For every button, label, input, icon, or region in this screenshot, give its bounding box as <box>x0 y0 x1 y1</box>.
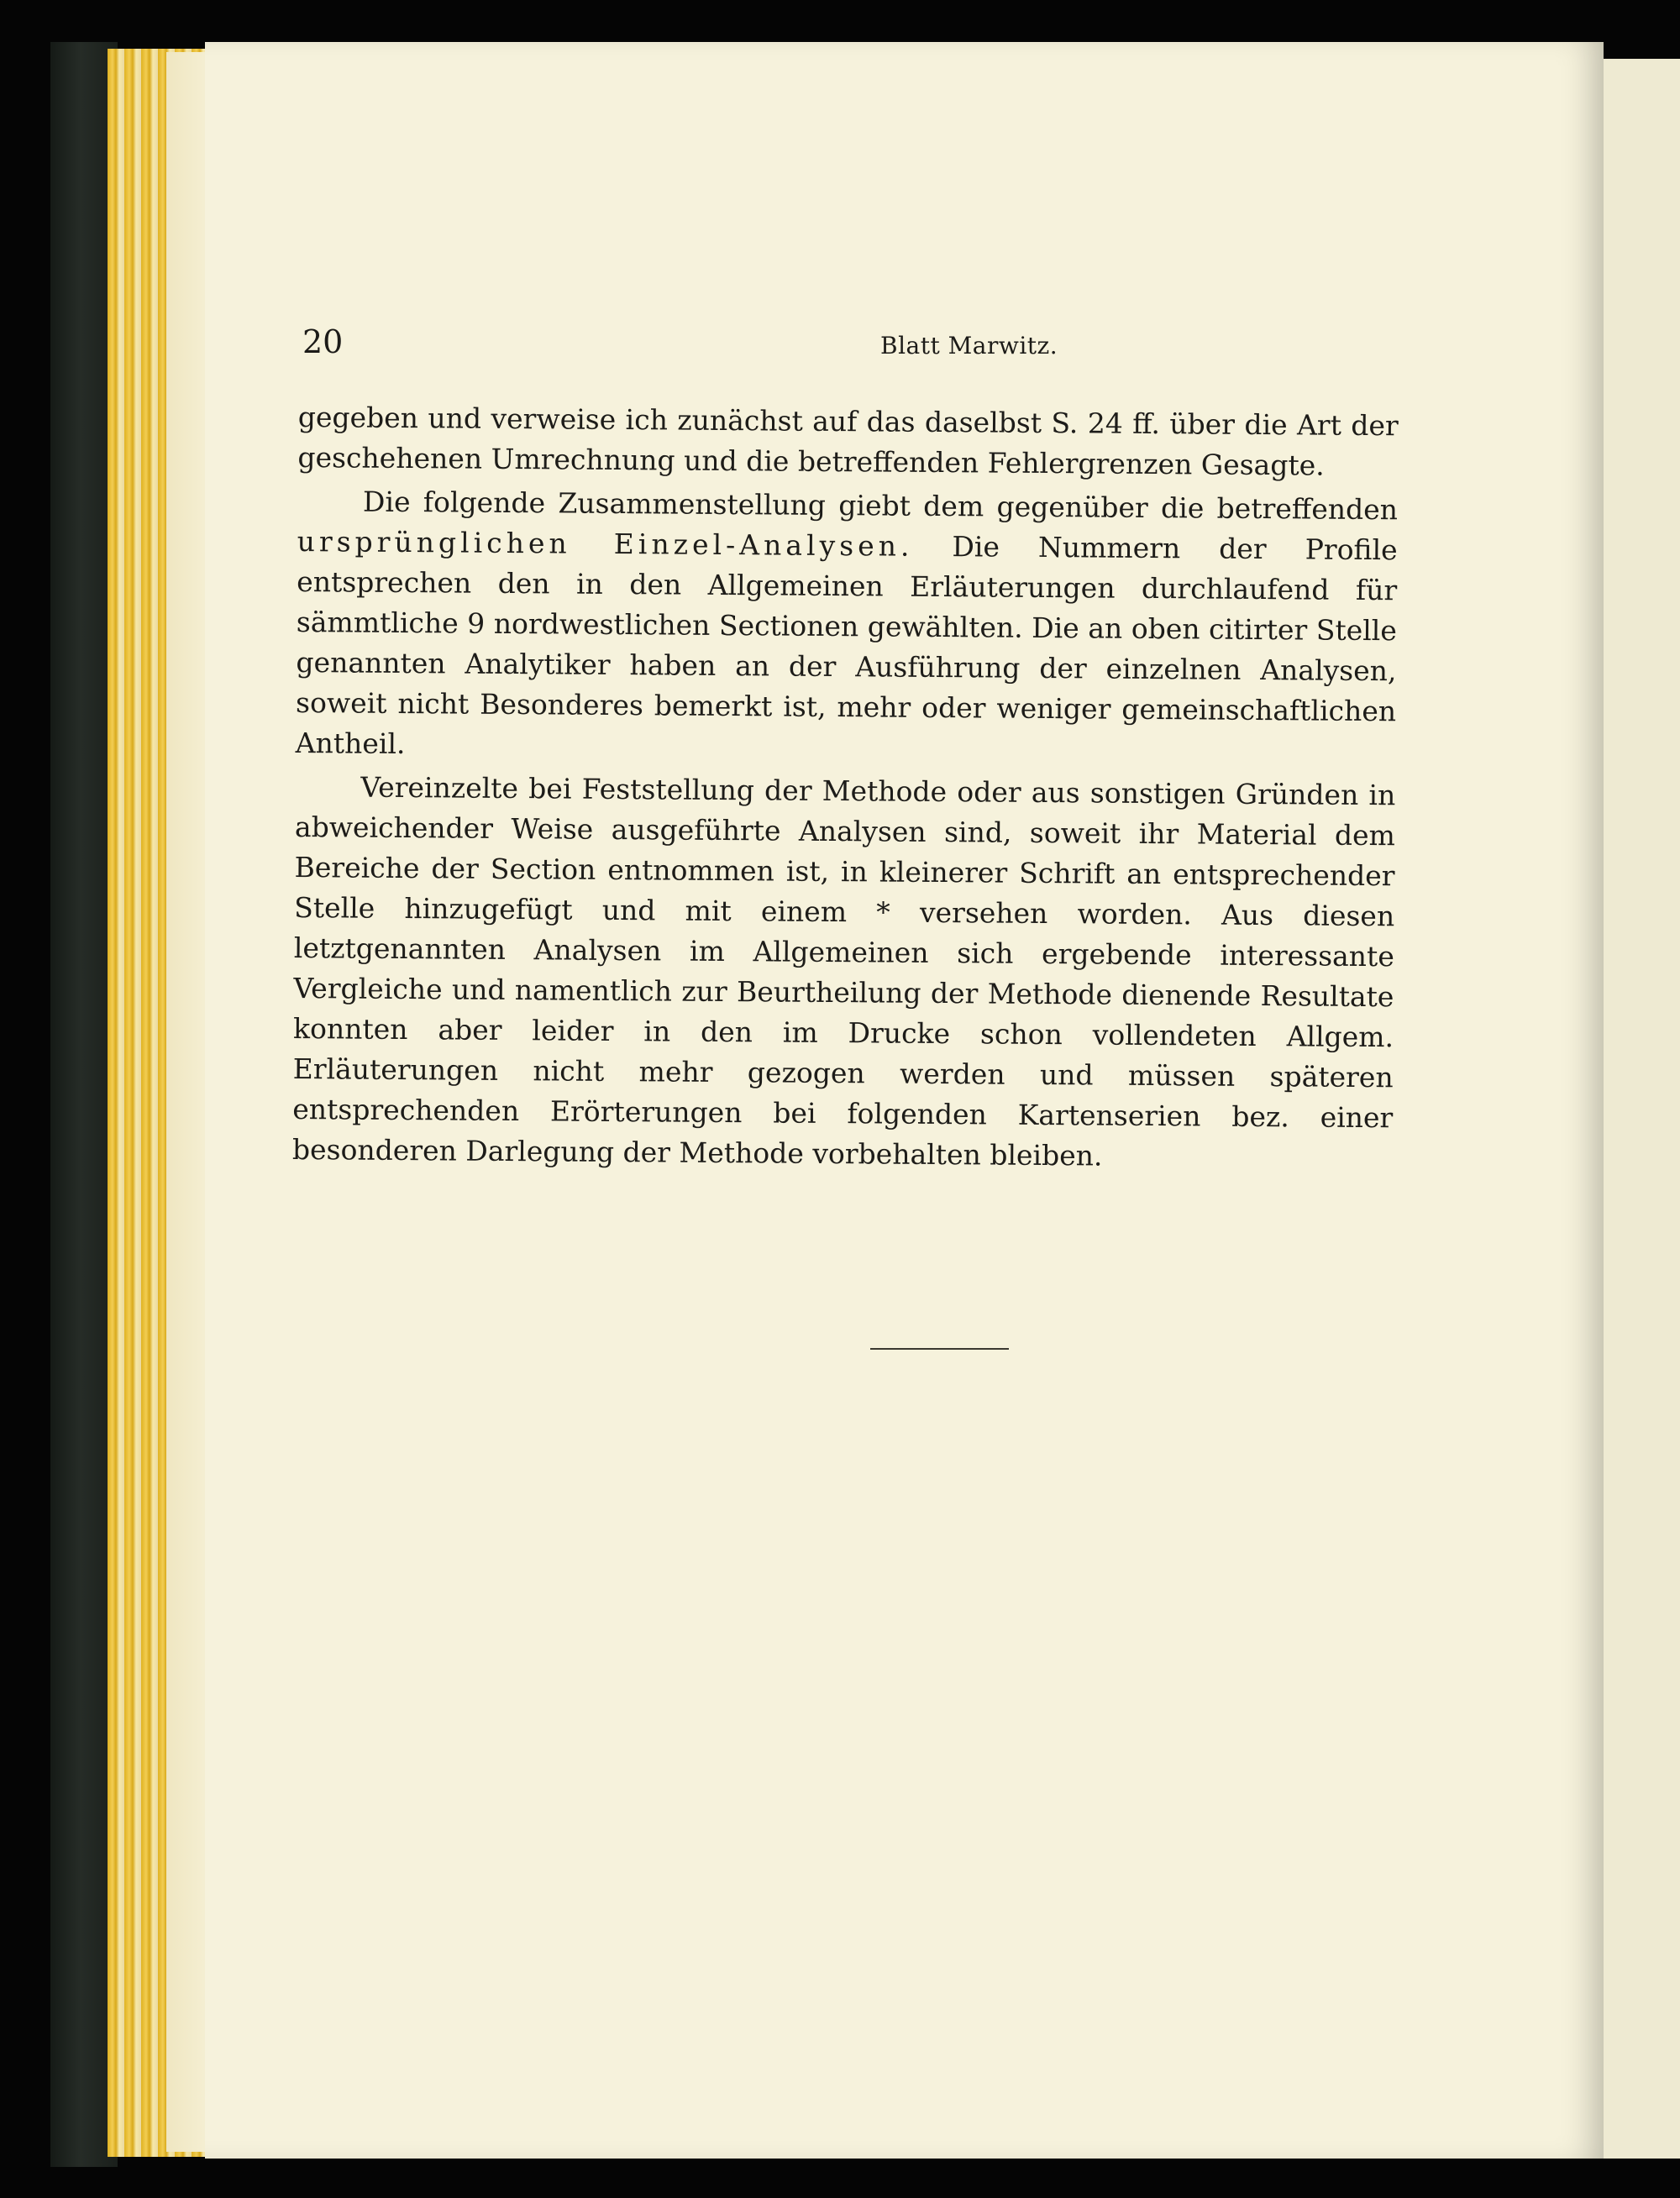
spaced-emphasis: ursprünglichen Einzel-Analysen. <box>297 524 914 563</box>
paragraph-3: Vereinzelte bei Feststellung der Methode oder aus sonstigen Gründen in abweichender Weise ausgeführte Analysen sind, soweit ihr Material dem Bereiche der Section entnommen ist, in kleinerer Schrift an entsprechender Stelle hinzugefügt und mit einem * versehen worden. Aus diesen letztgenannten Analysen im Allgemeinen sich ergebende interessante Vergleiche und namentlich zur Beurtheilung der Methode dienende Resultate konnten aber leider in den im Drucke schon vollendeten Allgem. Erläuterungen nicht mehr gezogen werden und müssen späteren entsprechenden Erörterungen bei folgenden Kartenserien bez. einer besonderen Darlegung der Methode vorbehalten bleiben. <box>291 770 1396 1172</box>
body-text <box>292 397 1399 1178</box>
running-title: Blatt Marwitz. <box>880 332 1058 359</box>
paragraph-1: gegeben und verweise ich zunächst auf das daselbst S. 24 ff. über die Art der geschehenen Umrechnung und die betreffenden Fehlergrenzen Gesagte. <box>297 400 1399 482</box>
page-header <box>205 323 1604 374</box>
section-end-rule <box>870 1348 1009 1350</box>
page-number: 20 <box>302 323 344 360</box>
page-edges-inner <box>166 52 208 2152</box>
paragraph-2 <box>296 481 1399 772</box>
book-page <box>205 42 1604 2159</box>
paragraph-2-start: Die folgende Zusammenstellung giebt dem gegenüber die betreffenden <box>362 485 1399 527</box>
facing-page-edge <box>1600 59 1680 2159</box>
paragraph-2-end: Die Nummern der Profile entsprechen den in den Allgemeinen Erläuterungen durchlaufend für sämmtliche 9 nordwestlichen Sectionen gewählten. Die an oben citirter Stelle genannten Analytiker haben an der Ausführung der einzelnen Analysen, soweit nicht Besonderes bemerkt ist, mehr oder weniger gemeinschaftlichen Antheil. <box>295 529 1398 761</box>
